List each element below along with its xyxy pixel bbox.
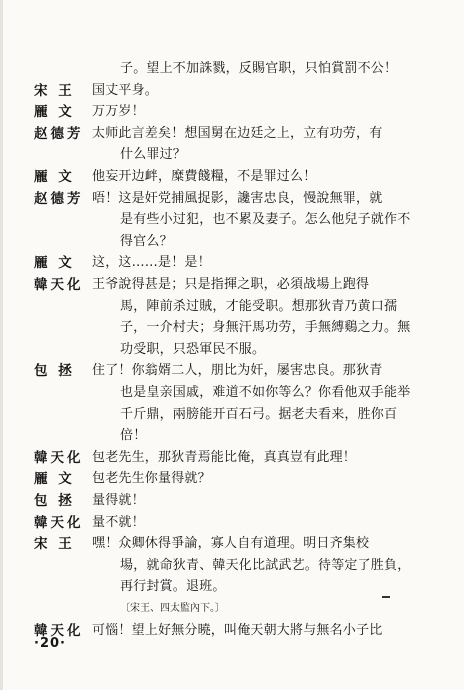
speaker-name: 韓天化 bbox=[34, 622, 84, 639]
dialogue-text: 場，就命狄青、韓天化比試武艺。待等定了胜負， bbox=[120, 557, 411, 573]
script-line bbox=[0, 123, 464, 145]
script-line bbox=[0, 274, 464, 296]
script-line bbox=[0, 58, 464, 80]
stage-direction: 〔宋王、四太監內下。〕 bbox=[120, 603, 225, 614]
script-line bbox=[0, 209, 464, 231]
speaker-name: 包 拯 bbox=[34, 363, 75, 380]
speaker-name: 赵德芳 bbox=[34, 125, 84, 142]
script-line bbox=[0, 533, 464, 555]
dialogue-text: 这，这……是！是！ bbox=[92, 255, 211, 271]
dialogue-text: 王爷說得甚是；只是指揮之职，必須战場上跑得 bbox=[92, 277, 370, 292]
speaker-name: 龎 文 bbox=[34, 471, 75, 488]
dialogue-text: 万万岁！ bbox=[92, 104, 145, 120]
speaker-name: 宋 王 bbox=[34, 82, 75, 99]
dialogue-text: 他妄开边衅，糜費餞糧，不是罪过么！ bbox=[92, 169, 317, 184]
script-line bbox=[0, 598, 464, 620]
script-line bbox=[0, 188, 464, 210]
dialogue-text: 国丈平身。 bbox=[92, 82, 159, 98]
dialogue-text: 千斤鼎，兩膀能开百石弓。据老夫看来，胜你百 bbox=[120, 406, 398, 422]
dialogue-text: 唔！这是奸党捕風捉影，讒害忠良，慢說無罪，就 bbox=[92, 190, 383, 206]
speaker-name: 龎 文 bbox=[34, 104, 75, 121]
script-line bbox=[0, 425, 464, 447]
dialogue-text: 量不就！ bbox=[92, 514, 145, 530]
script-line bbox=[0, 382, 464, 404]
dialogue-text: 子，一介村夫；身無汗馬功劳，手無縛鷄之力。無 bbox=[120, 320, 411, 336]
script-line bbox=[0, 404, 464, 426]
script-line bbox=[0, 360, 464, 382]
script-line bbox=[0, 468, 464, 490]
script-line bbox=[0, 252, 464, 274]
speaker-name: 龎 文 bbox=[34, 169, 75, 185]
dialogue-text: 什么罪过？ bbox=[120, 147, 187, 163]
dialogue-text: 可惱！望上好無分曉，叫俺天朝大將与無名小子比 bbox=[92, 622, 383, 638]
script-line bbox=[0, 512, 464, 534]
script-line bbox=[0, 231, 464, 253]
script-line bbox=[0, 296, 464, 318]
script-line bbox=[0, 490, 464, 512]
dialogue-text: 量得就！ bbox=[92, 493, 145, 508]
script-line bbox=[0, 144, 464, 166]
speaker-name: 包 拯 bbox=[34, 493, 75, 509]
script-line bbox=[0, 80, 464, 102]
dialogue-text: 倍！ bbox=[120, 428, 147, 444]
dialogue-text: 得官么？ bbox=[120, 233, 173, 249]
script-line bbox=[0, 555, 464, 577]
speaker-name: 龎 文 bbox=[34, 255, 75, 272]
dialogue-text: 太师此言差矣！想国舅在边廷之上，立有功劳，有 bbox=[92, 125, 383, 141]
script-line bbox=[0, 620, 464, 642]
page-number: ·20· bbox=[34, 636, 66, 651]
dialogue-text: 再行封賞。退班。 bbox=[120, 579, 226, 595]
dialogue-text: 嘿！众卿休得爭論，寡人自有道理。明日齐集校 bbox=[92, 536, 370, 552]
script-line bbox=[0, 317, 464, 339]
dialogue-text: 子。望上不加誅戮，反賜官职，只怕賞罰不公！ bbox=[120, 61, 398, 76]
speaker-name: 赵德芳 bbox=[34, 190, 84, 207]
script-line bbox=[0, 447, 464, 469]
script-line bbox=[0, 576, 464, 598]
speaker-name: 韓天化 bbox=[34, 449, 84, 466]
speaker-name: 韓天化 bbox=[34, 514, 84, 531]
dialogue-text: 也是皇亲国戚，难道不如你等么？你看他双手能举 bbox=[120, 385, 411, 400]
dialogue-text: 是有些小过犯，也不累及妻子。怎么他兒子就作不 bbox=[120, 212, 411, 228]
speaker-name: 宋 王 bbox=[34, 536, 75, 553]
speaker-name: 韓天化 bbox=[34, 277, 84, 293]
dialogue-text: 包老先生你量得就？ bbox=[92, 471, 211, 487]
dialogue-text: 功受职，只恐軍民不服。 bbox=[120, 341, 266, 357]
dialogue-text: 馬，陣前杀过賊，才能受职。想那狄青乃黄口孺 bbox=[120, 298, 398, 314]
dialogue-text: 包老先生，那狄青焉能比俺，真真豈有此理！ bbox=[92, 449, 357, 465]
script-line bbox=[0, 339, 464, 361]
dialogue-text: 住了！你翁婿二人，朋比为奸，屡害忠良。那狄青 bbox=[92, 363, 383, 379]
script-line bbox=[0, 101, 464, 123]
script-line bbox=[0, 166, 464, 188]
